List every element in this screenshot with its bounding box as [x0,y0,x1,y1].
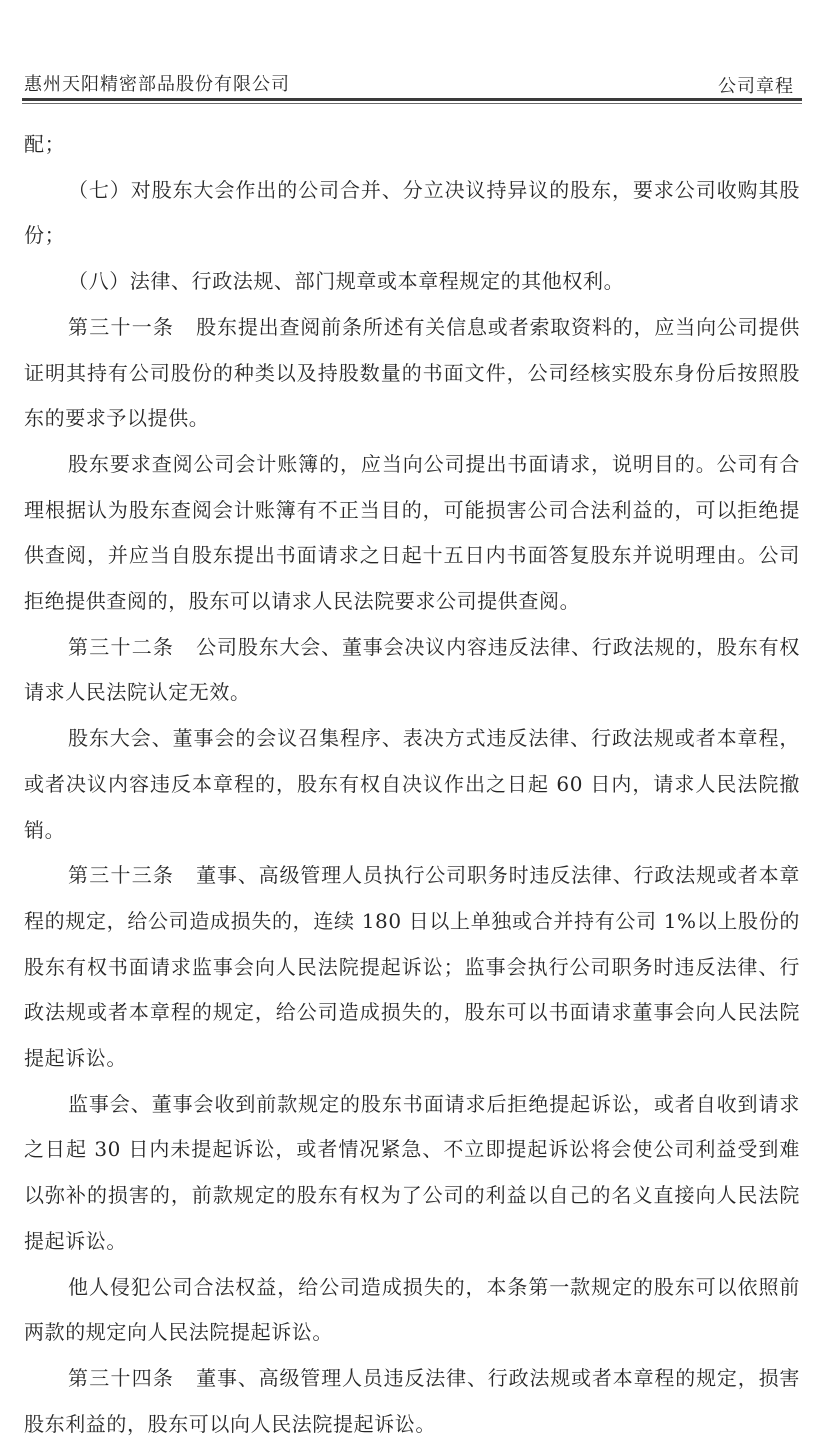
paragraph-text: 董事、高级管理人员执行公司职务时违反法律、行政法规或者本章程的规定，给公司造成损失的，连续 180 日以上单独或合并持有公司 1%以上股份的股东有权书面请求监事会向人民法院提起诉讼；监事会执行公司职务时违反法律、行政法规或者本章程的规定，给公司造成损失的，股东可以书面请求董事会向人民法院提起诉讼。 [24,863,800,1071]
paragraph-text: 监事会、董事会收到前款规定的股东书面请求后拒绝提起诉讼，或者自收到请求之日起 30 日内未提起诉讼，或者情况紧急、不立即提起诉讼将会使公司利益受到难以弥补的损害的，前款规定的股东有权为了公司的利益以自己的名义直接向人民法院提起诉讼。 [24,1091,800,1253]
paragraph-3 [24,259,800,305]
header-rule [22,98,802,101]
article-31 [24,305,800,442]
paragraph-text: 他人侵犯公司合法权益，给公司造成损失的，本条第一款规定的股东可以依照前两款的规定向人民法院提起诉讼。 [24,1274,800,1345]
article-34 [24,1356,800,1447]
article-number: 第三十二条 [68,634,175,659]
article-number: 第三十四条 [68,1365,175,1390]
article-33 [24,853,800,1082]
paragraph-text: 股东要求查阅公司会计账簿的，应当向公司提出书面请求，说明目的。公司有合理根据认为股东查阅会计账簿有不正当目的，可能损害公司合法利益的，可以拒绝提供查阅，并应当自股东提出书面请求之日起十五日内书面答复股东并说明理由。公司拒绝提供查阅的，股东可以请求人民法院要求公司提供查阅。 [24,451,800,614]
paragraph-5 [24,442,800,625]
paragraph-7 [24,716,800,853]
paragraph-1 [24,122,800,168]
paragraph-2 [24,168,800,259]
article-number: 第三十三条 [68,863,175,888]
paragraph-text: 董事、高级管理人员违反法律、行政法规或者本章程的规定，损害股东利益的，股东可以向人民法院提起诉讼。 [24,1365,800,1436]
paragraph-text: 股东大会、董事会的会议召集程序、表决方式违反法律、行政法规或者本章程，或者决议内容违反本章程的，股东有权自决议作出之日起 60 日内，请求人民法院撤销。 [24,726,800,842]
paragraph-text: （八）法律、行政法规、部门规章或本章程规定的其他权利。 [68,269,625,294]
document-title: 公司章程 [718,76,794,97]
paragraph-9 [24,1082,800,1265]
company-name: 惠州天阳精密部品股份有限公司 [24,74,290,95]
page-header [24,70,800,100]
header-rule-thin [22,103,802,104]
paragraph-text: 股东提出查阅前条所述有关信息或者索取资料的，应当向公司提供证明其持有公司股份的种类以及持股数量的书面文件，公司经核实股东身份后按照股东的要求予以提供。 [24,314,800,431]
paragraph-10 [24,1265,800,1356]
paragraph-text: 配； [24,132,66,156]
paragraph-text: 公司股东大会、董事会决议内容违反法律、行政法规的，股东有权请求人民法院认定无效。 [24,634,800,705]
article-number: 第三十一条 [68,314,175,339]
article-32 [24,625,800,716]
document-body [24,122,800,1447]
paragraph-text: （七）对股东大会作出的公司合并、分立决议持异议的股东，要求公司收购其股份； [24,177,800,248]
